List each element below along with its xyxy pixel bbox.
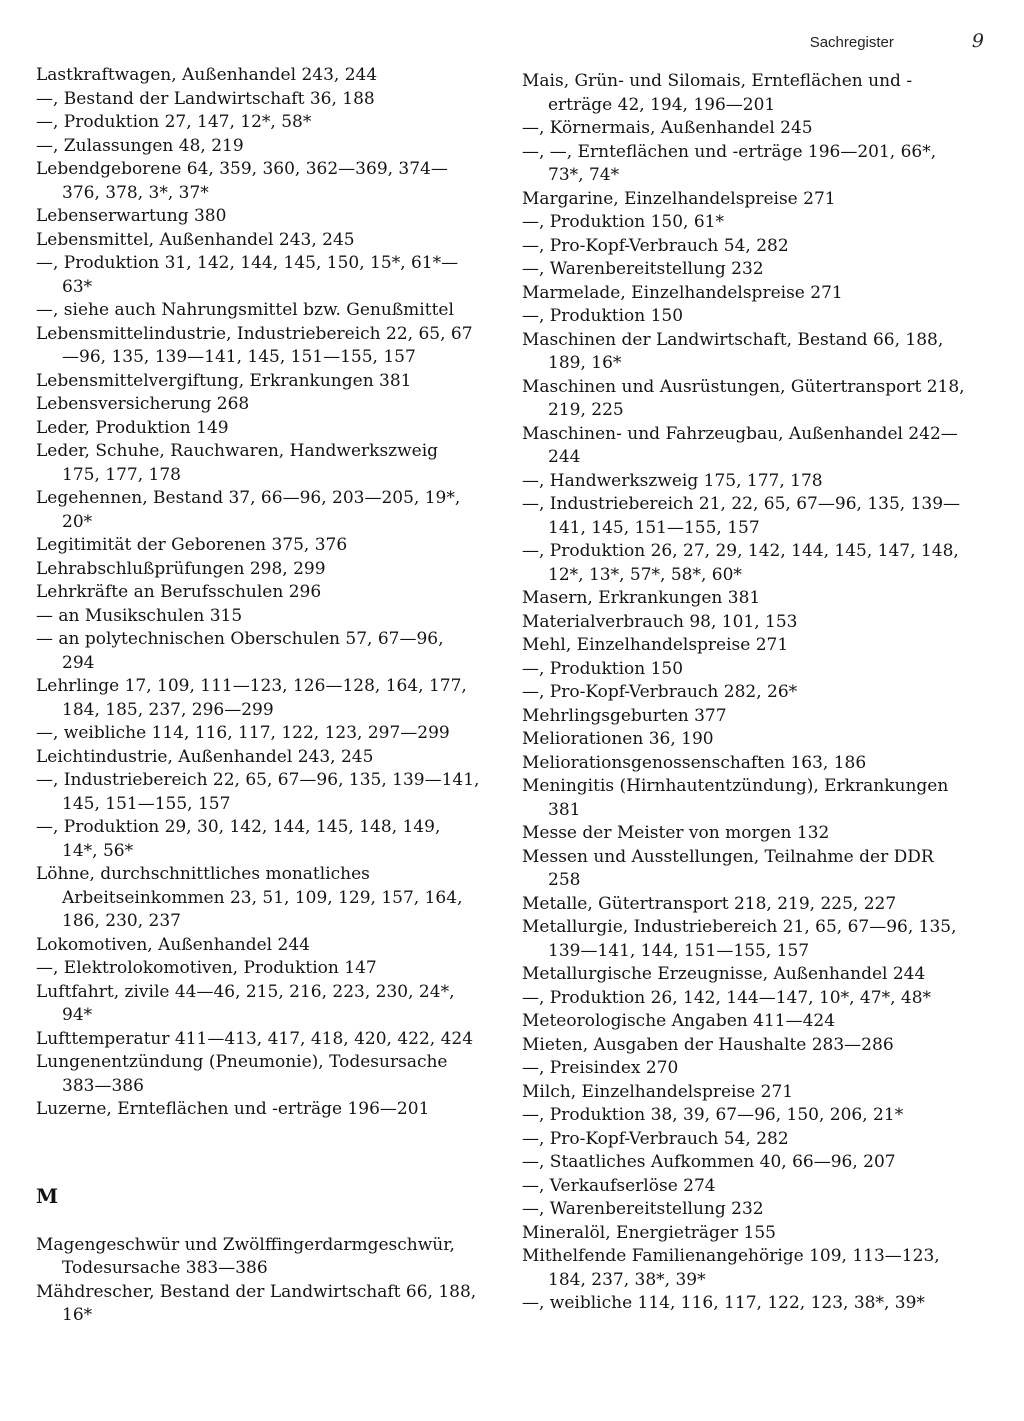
index-entry: Metallurgie, Industriebereich 21, 65, 67—96, 135, 139—141, 144, 151—155, 157	[522, 917, 957, 961]
index-entry: Mithelfende Familienangehörige 109, 113—123, 184, 237, 38*, 39*	[522, 1246, 940, 1290]
index-entry: Materialverbrauch 98, 101, 153	[522, 611, 798, 632]
index-entry: Lufttemperatur 411—413, 417, 418, 420, 422, 424	[36, 1028, 474, 1049]
index-entry: —, Preisindex 270	[522, 1058, 679, 1078]
index-entry: —, Verkaufserlöse 274	[522, 1175, 716, 1196]
index-entry: Metalle, Gütertransport 218, 219, 225, 227	[522, 893, 897, 914]
index-entry: Lebenserwartung 380	[36, 206, 227, 226]
index-entry: Messen und Ausstellungen, Teilnahme der DDR 258	[522, 846, 934, 890]
index-entry: —, Warenbereitstellung 232	[522, 1199, 764, 1219]
index-entry: — an Musikschulen 315	[36, 605, 243, 626]
index-entry: Meliorationen 36, 190	[522, 729, 714, 749]
index-entry: —, weibliche 114, 116, 117, 122, 123, 38*, 39*	[522, 1293, 925, 1313]
index-entry: Lungenentzündung (Pneumonie), Todesursache 383—386	[36, 1052, 448, 1096]
index-entry: Mineralöl, Energieträger 155	[522, 1222, 776, 1243]
index-entry: Lokomotiven, Außenhandel 244	[36, 934, 310, 955]
running-title: Sachregister	[809, 34, 894, 51]
index-entry: Meliorationsgenossenschaften 163, 186	[522, 752, 867, 773]
index-entry: Magengeschwür und Zwölffingerdarmgeschwür, Todesursache 383—386	[36, 1234, 455, 1278]
index-entry: Lebensmittelvergiftung, Erkrankungen 381	[36, 370, 412, 391]
index-entry: Messe der Meister von morgen 132	[522, 823, 830, 843]
index-entry: —, Pro-Kopf-Verbrauch 54, 282	[522, 1128, 789, 1149]
left-column	[36, 64, 480, 1328]
index-entry: Maschinen und Ausrüstungen, Gütertransport 218, 219, 225	[522, 376, 965, 420]
index-entry: —, Produktion 150	[522, 658, 684, 679]
index-entry: Mais, Grün- und Silomais, Ernteflächen und -erträge 42, 194, 196—201	[522, 71, 913, 115]
index-entry: Maschinen- und Fahrzeugbau, Außenhandel 242—244	[522, 423, 958, 467]
index-entry: —, Industriebereich 21, 22, 65, 67—96, 135, 139—141, 145, 151—155, 157	[522, 494, 961, 538]
right-column	[522, 70, 968, 1316]
index-entry: Legehennen, Bestand 37, 66—96, 203—205, 19*, 20*	[36, 488, 461, 532]
index-entry: Mähdrescher, Bestand der Landwirtschaft 66, 188, 16*	[36, 1281, 477, 1325]
index-entry: Mehrlingsgeburten 377	[522, 705, 727, 726]
index-entry: Margarine, Einzelhandelspreise 271	[522, 188, 836, 209]
index-entry: —, Produktion 27, 147, 12*, 58*	[36, 112, 312, 132]
index-entry: Meningitis (Hirnhautentzündung), Erkrankungen 381	[522, 776, 949, 820]
index-entry: —, Pro-Kopf-Verbrauch 54, 282	[522, 235, 789, 256]
index-entry: —, weibliche 114, 116, 117, 122, 123, 297—299	[36, 723, 450, 743]
index-entry: Lebensversicherung 268	[36, 394, 250, 414]
index-entry: —, Zulassungen 48, 219	[36, 135, 244, 156]
index-entry: — an polytechnischen Oberschulen 57, 67—96, 294	[36, 629, 444, 673]
index-entry: —, Warenbereitstellung 232	[522, 259, 764, 279]
m-entry-list	[36, 1234, 480, 1328]
index-entry: —, Staatliches Aufkommen 40, 66—96, 207	[522, 1152, 896, 1172]
index-entry: Lebensmittel, Außenhandel 243, 245	[36, 229, 355, 250]
index-entry: Marmelade, Einzelhandelspreise 271	[522, 282, 843, 303]
page-number: 9	[971, 30, 984, 52]
index-entry: Leder, Produktion 149	[36, 417, 229, 438]
section-letter-m: M	[36, 1183, 59, 1208]
index-entry: —, Handwerkszweig 175, 177, 178	[522, 470, 823, 491]
right-entry-list	[522, 70, 968, 1316]
index-entry: Leichtindustrie, Außenhandel 243, 245	[36, 746, 374, 767]
index-entry: Luftfahrt, zivile 44—46, 215, 216, 223, 230, 24*, 94*	[36, 981, 455, 1025]
index-entry: —, Körnermais, Außenhandel 245	[522, 118, 813, 138]
index-entry: —, siehe auch Nahrungsmittel bzw. Genußmittel	[36, 300, 454, 320]
index-entry: Lebendgeborene 64, 359, 360, 362—369, 374—376, 378, 3*, 37*	[36, 159, 448, 203]
index-entry: Luzerne, Ernteflächen und -erträge 196—201	[36, 1099, 430, 1119]
index-entry: Lastkraftwagen, Außenhandel 243, 244	[36, 65, 378, 85]
index-entry: Leder, Schuhe, Rauchwaren, Handwerkszweig 175, 177, 178	[36, 441, 439, 485]
index-entry: Mehl, Einzelhandelspreise 271	[522, 635, 789, 655]
index-entry: —, Elektrolokomotiven, Produktion 147	[36, 958, 377, 978]
index-entry: Legitimität der Geborenen 375, 376	[36, 535, 348, 555]
index-entry: —, Industriebereich 22, 65, 67—96, 135, 139—141, 145, 151—155, 157	[36, 770, 480, 814]
index-entry: Lehrabschlußprüfungen 298, 299	[36, 558, 326, 579]
left-entry-list	[36, 64, 480, 1122]
index-entry: Lehrlinge 17, 109, 111—123, 126—128, 164, 177, 184, 185, 237, 296—299	[36, 676, 467, 720]
index-entry: Maschinen der Landwirtschaft, Bestand 66, 188, 189, 16*	[522, 329, 944, 373]
index-entry: —, Produktion 150	[522, 306, 684, 326]
index-entry: —, Produktion 31, 142, 144, 145, 150, 15*, 61*—63*	[36, 253, 459, 297]
index-entry: Milch, Einzelhandelspreise 271	[522, 1081, 794, 1102]
index-entry: —, —, Ernteflächen und -erträge 196—201, 66*, 73*, 74*	[522, 141, 937, 185]
index-entry: —, Bestand der Landwirtschaft 36, 188	[36, 88, 375, 109]
index-entry: Masern, Erkrankungen 381	[522, 588, 761, 608]
index-entry: —, Produktion 150, 61*	[522, 212, 724, 232]
index-entry: —, Produktion 29, 30, 142, 144, 145, 148, 149, 14*, 56*	[36, 817, 441, 861]
index-entry: Mieten, Ausgaben der Haushalte 283—286	[522, 1034, 894, 1055]
index-entry: Meteorologische Angaben 411—424	[522, 1011, 836, 1031]
index-entry: Lehrkräfte an Berufsschulen 296	[36, 582, 322, 602]
index-entry: Lebensmittelindustrie, Industriebereich 22, 65, 67—96, 135, 139—141, 145, 151—155, 157	[36, 323, 473, 367]
index-entry: Löhne, durchschnittliches monatliches Arbeitseinkommen 23, 51, 109, 129, 157, 164, 186, 230, 237	[36, 864, 463, 931]
index-entry: —, Produktion 38, 39, 67—96, 150, 206, 21*	[522, 1105, 904, 1125]
index-entry: —, Produktion 26, 142, 144—147, 10*, 47*, 48*	[522, 987, 932, 1008]
index-entry: —, Pro-Kopf-Verbrauch 282, 26*	[522, 682, 798, 702]
index-entry: Metallurgische Erzeugnisse, Außenhandel 244	[522, 964, 926, 984]
index-entry: —, Produktion 26, 27, 29, 142, 144, 145, 147, 148, 12*, 13*, 57*, 58*, 60*	[522, 541, 959, 585]
page-header	[584, 30, 984, 52]
